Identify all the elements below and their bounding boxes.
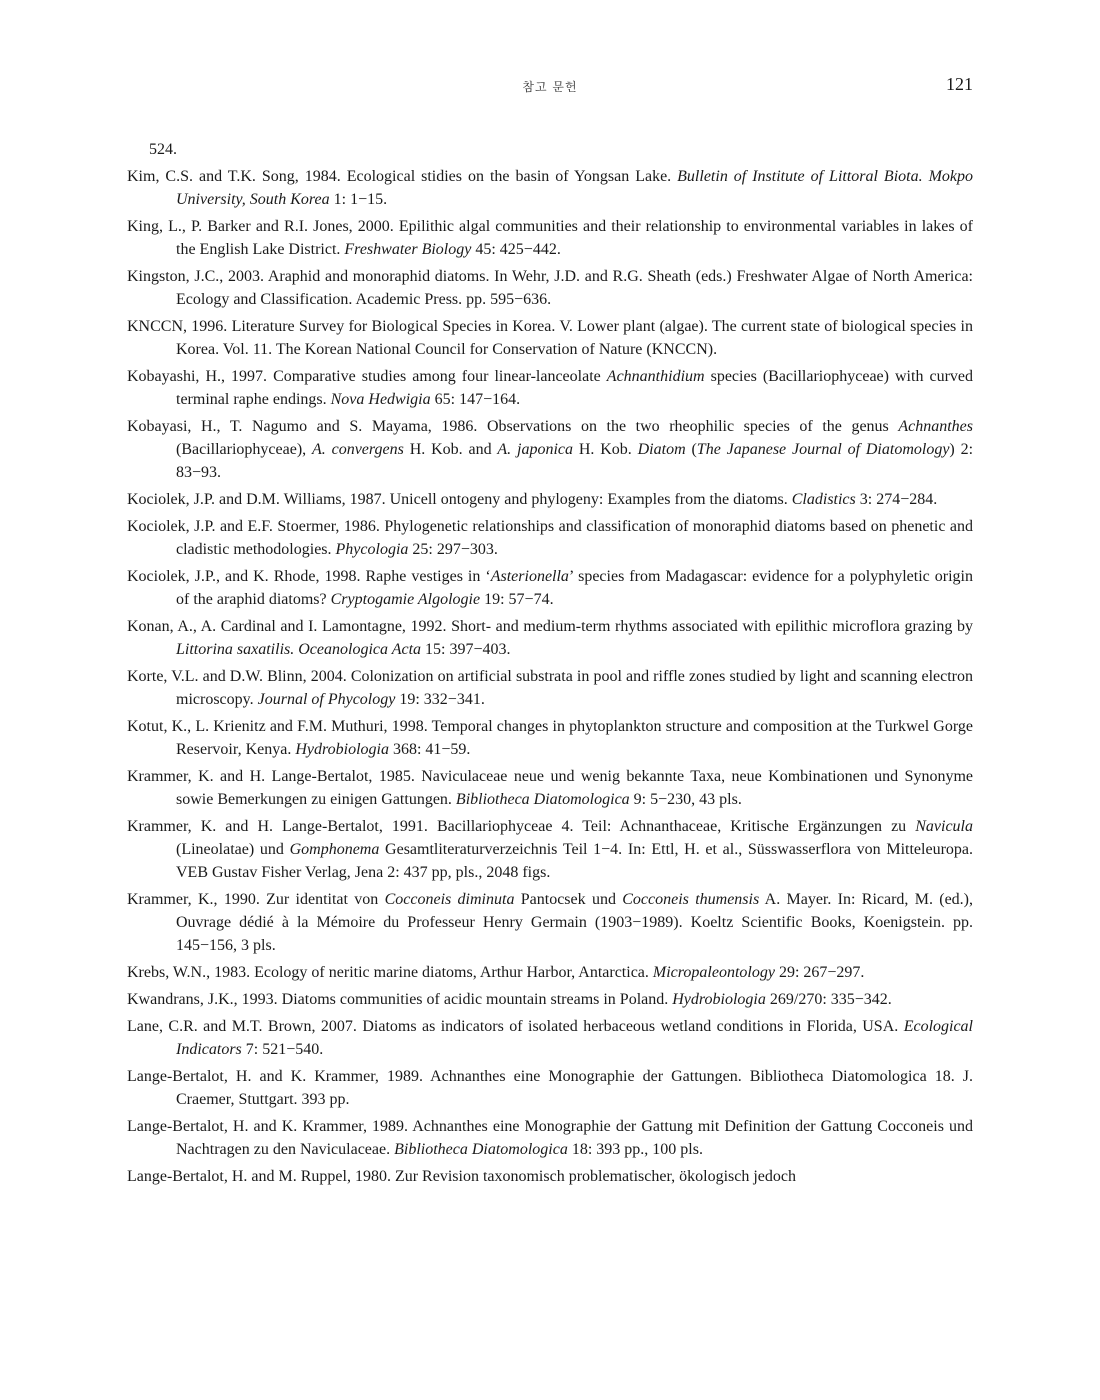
reference-entry (127, 815, 973, 884)
reference-text: 45: 425−442. (471, 241, 561, 258)
reference-italic-text: Diatom (637, 441, 686, 458)
reference-text: KNCCN, 1996. Literature Survey for Biological Species in Korea. V. Lower plant (algae). The current state of biological species in Korea. Vol. 11. The Korean National Council for Conservation of Nature (KNCCN). (127, 318, 973, 358)
reference-italic-text: Bibliotheca Diatomologica (455, 791, 630, 808)
reference-list (127, 138, 973, 1192)
reference-text: 9: 5−230, 43 pls. (629, 791, 742, 808)
reference-entry (127, 565, 973, 611)
reference-text: Kim, C.S. and T.K. Song, 1984. Ecological stidies on the basin of Yongsan Lake. (127, 168, 678, 185)
reference-text: A. Mayer. In: Ricard, M. (ed.), Ouvrage dédié à la Mémoire du Professeur Henry Germain (1903−1989). Koeltz Scientific Books, Koenigstein. pp. 145−156, 3 pls. (176, 891, 974, 954)
reference-italic-text: Cladistics (791, 491, 856, 508)
reference-text: 65: 147−164. (430, 391, 521, 408)
reference-text: Krammer, K. and H. Lange-Bertalot, 1985. Naviculaceae neue und wenig bekannte Taxa, neue Kombinationen und Synonyme sowie Bemerkungen zu einigen Gattungen. (127, 768, 973, 808)
reference-text: Kobayasi, H., T. Nagumo and S. Mayama, 1986. Observations on the two rheophilic species of the genus (127, 418, 899, 435)
reference-text: ( (685, 441, 697, 458)
reference-italic-text: Hydrobiologia (295, 741, 389, 758)
page-number: 121 (946, 74, 973, 94)
reference-entry (127, 988, 973, 1011)
reference-entry (127, 665, 973, 711)
reference-entry (127, 1015, 973, 1061)
reference-italic-text: Cryptogamie Algologie (330, 591, 481, 608)
reference-text: (Bacillariophyceae), (176, 441, 312, 458)
reference-entry (127, 765, 973, 811)
reference-text: 19: 57−74. (480, 591, 554, 608)
reference-text: ’ species from Madagascar: evidence for a polyphyletic origin of the araphid diatoms? (176, 568, 974, 608)
reference-entry (127, 961, 973, 984)
reference-italic-text: The Japanese Journal of Diatomology (696, 441, 950, 458)
reference-italic-text: Nova Hedwigia (330, 391, 431, 408)
reference-text: Lane, C.R. and M.T. Brown, 2007. Diatoms as indicators of isolated herbaceous wetland conditions in Florida, USA. (127, 1018, 904, 1035)
reference-italic-text: Bulletin of Institute of Littoral Biota. Mokpo University, South Korea (176, 168, 973, 208)
reference-italic-text: A. japonica (497, 441, 574, 458)
reference-italic-text: Bibliotheca Diatomologica (394, 1141, 568, 1158)
reference-entry (127, 215, 973, 261)
reference-italic-text: Littorina saxatilis. Oceanologica Acta (176, 641, 422, 658)
reference-italic-text: Freshwater Biology (344, 241, 472, 258)
reference-text: Kociolek, J.P. and E.F. Stoermer, 1986. Phylogenetic relationships and classification of monoraphid diatoms based on phenetic and cladistic methodologies. (127, 518, 973, 558)
reference-text: H. Kob. (573, 441, 638, 458)
reference-text: H. Kob. and (403, 441, 498, 458)
reference-entry (127, 1165, 973, 1188)
reference-text: Krammer, K., 1990. Zur identitat von (127, 891, 385, 908)
reference-text: 368: 41−59. (388, 741, 471, 758)
reference-italic-text: Journal of Phycology (257, 691, 396, 708)
reference-text: Lange-Bertalot, H. and K. Krammer, 1989. Achnanthes eine Monographie der Gattung mit Definition der Gattung Cocconeis und Nachtragen zu den Naviculaceae. (127, 1118, 973, 1158)
reference-text: 18: 393 pp., 100 pls. (567, 1141, 703, 1158)
reference-text: Korte, V.L. and D.W. Blinn, 2004. Colonization on artificial substrata in pool and riffle zones studied by light and scanning electron microscopy. (127, 668, 973, 708)
reference-text: King, L., P. Barker and R.I. Jones, 2000. Epilithic algal communities and their relationship to environmental variables in lakes of the English Lake District. (127, 218, 973, 258)
reference-italic-text: Hydrobiologia (672, 991, 766, 1008)
reference-text: Kwandrans, J.K., 1993. Diatoms communities of acidic mountain streams in Poland. (127, 991, 673, 1008)
reference-text: (Lineolatae) und (176, 841, 290, 858)
reference-entry (127, 165, 973, 211)
reference-text: Lange-Bertalot, H. and M. Ruppel, 1980. Zur Revision taxonomisch problematischer, ökologisch jedoch (127, 1168, 796, 1185)
running-title: 참고 문헌 (522, 80, 578, 94)
reference-text: species (Bacillariophyceae) with curved terminal raphe endings. (176, 368, 974, 408)
reference-text: Kingston, J.C., 2003. Araphid and monoraphid diatoms. In Wehr, J.D. and R.G. Sheath (eds.) Freshwater Algae of North America: Ecology and Classification. Academic Press. pp. 595−636. (127, 268, 973, 308)
reference-entry (127, 715, 973, 761)
reference-text: Krebs, W.N., 1983. Ecology of neritic marine diatoms, Arthur Harbor, Antarctica. (127, 964, 653, 981)
reference-text: 25: 297−303. (408, 541, 498, 558)
reference-text: Konan, A., A. Cardinal and I. Lamontagne, 1992. Short- and medium-term rhythms associated with epilithic microflora grazing by (127, 618, 973, 635)
reference-entry (127, 1115, 973, 1161)
reference-text: 1: 1−15. (329, 191, 388, 208)
reference-text: Krammer, K. and H. Lange-Bertalot, 1991. Bacillariophyceae 4. Teil: Achnanthaceae, Kritische Ergänzungen zu (127, 818, 916, 835)
reference-entry (127, 488, 973, 511)
reference-italic-text: Cocconeis thumensis (622, 891, 760, 908)
reference-text: 3: 274−284. (855, 491, 938, 508)
reference-italic-text: A. convergens (311, 441, 404, 458)
reference-entry (127, 615, 973, 661)
reference-italic-text: Asterionella (490, 568, 569, 585)
reference-continuation: 524. (149, 141, 177, 158)
reference-italic-text: Navicula (915, 818, 973, 835)
reference-text: ) 2: 83−93. (176, 441, 974, 481)
reference-entry (127, 1065, 973, 1111)
reference-text: Pantocsek und (514, 891, 623, 908)
reference-entry (127, 415, 973, 484)
reference-text: Kotut, K., L. Krienitz and F.M. Muthuri, 1998. Temporal changes in phytoplankton structure and composition at the Turkwel Gorge Reservoir, Kenya. (127, 718, 973, 758)
reference-text: Kociolek, J.P. and D.M. Williams, 1987. Unicell ontogeny and phylogeny: Examples from the diatoms. (127, 491, 792, 508)
reference-entry (127, 265, 973, 311)
reference-italic-text: Ecological Indicators (176, 1018, 973, 1058)
page-header (127, 74, 973, 100)
reference-text: 29: 267−297. (774, 964, 865, 981)
reference-italic-text: Achnanthes (898, 418, 973, 435)
reference-text: Kociolek, J.P., and K. Rhode, 1998. Raphe vestiges in ‘ (127, 568, 491, 585)
reference-text: 15: 397−403. (421, 641, 511, 658)
reference-text: 19: 332−341. (395, 691, 485, 708)
reference-entry (127, 888, 973, 957)
reference-text: Kobayashi, H., 1997. Comparative studies among four linear-lanceolate (127, 368, 607, 385)
reference-italic-text: Phycologia (335, 541, 409, 558)
reference-italic-text: Micropaleontology (652, 964, 775, 981)
reference-italic-text: Gomphonema (289, 841, 380, 858)
reference-text: 7: 521−540. (241, 1041, 324, 1058)
reference-text: Gesamtliteraturverzeichnis Teil 1−4. In: Ettl, H. et al., Süsswasserflora von Mitteleuropa. VEB Gustav Fisher Verlag, Jena 2: 437 pp, pls., 2048 figs. (176, 841, 974, 881)
reference-italic-text: Achnanthidium (606, 368, 705, 385)
reference-entry (127, 315, 973, 361)
reference-italic-text: Cocconeis diminuta (384, 891, 515, 908)
reference-text: 269/270: 335−342. (765, 991, 892, 1008)
reference-text: Lange-Bertalot, H. and K. Krammer, 1989. Achnanthes eine Monographie der Gattungen. Bibliotheca Diatomologica 18. J. Craemer, Stuttgart. 393 pp. (127, 1068, 973, 1108)
reference-entry (127, 515, 973, 561)
reference-entry (127, 365, 973, 411)
